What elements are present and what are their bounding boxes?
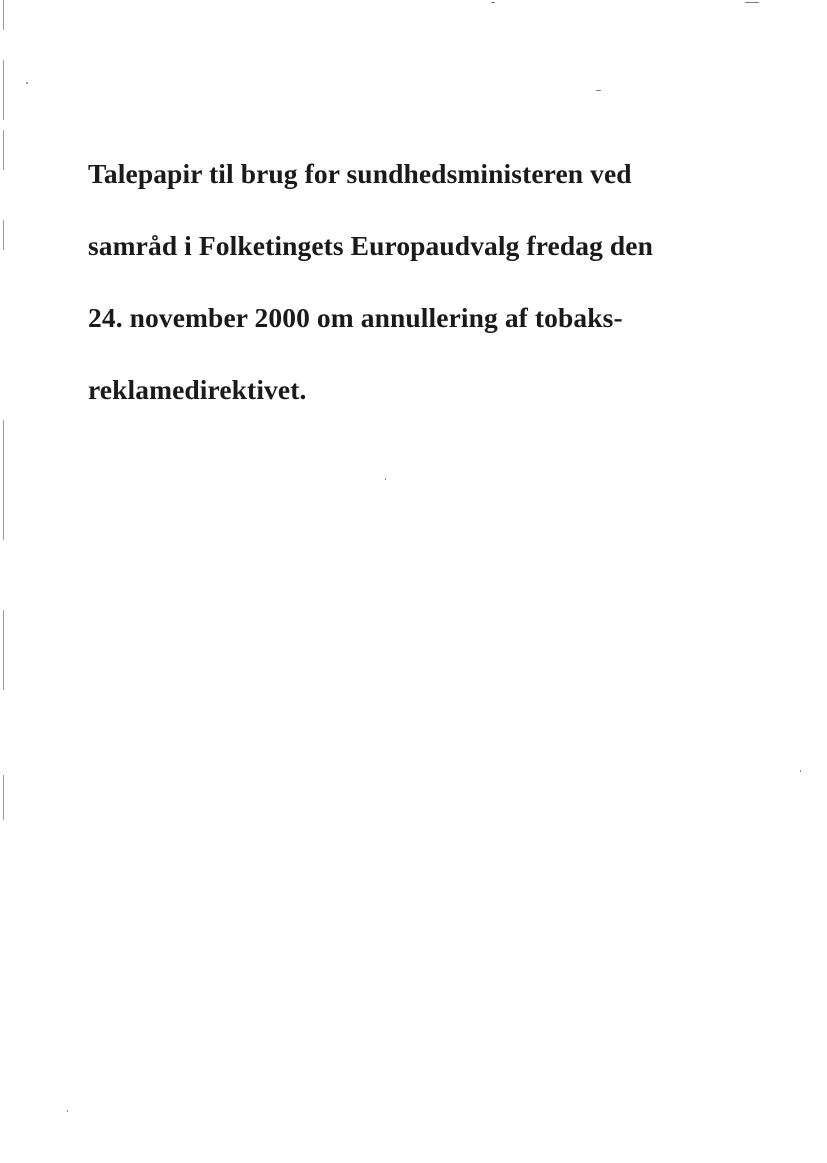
scan-edge-mark (3, 60, 4, 120)
scan-speck (67, 1110, 68, 1112)
scan-edge-mark (3, 420, 4, 540)
scan-speck (745, 2, 759, 3)
scan-edge-mark (3, 775, 4, 820)
title-line-2: samråd i Folketingets Europaudvalg fredag den (88, 230, 654, 261)
scan-speck (385, 478, 386, 480)
scan-speck (491, 2, 495, 3)
title-line-3: 24. november 2000 om annullering af tobaks- (88, 302, 623, 333)
title-line-1: Talepapir til brug for sundhedsministeren ved (88, 158, 632, 189)
scan-speck (800, 770, 801, 772)
scan-edge-mark (3, 610, 4, 690)
scan-edge-mark (3, 130, 4, 170)
document-title (88, 138, 748, 426)
scan-speck (596, 90, 601, 91)
title-line-4: reklamedirektivet. (88, 374, 307, 405)
scan-speck (26, 82, 28, 84)
scan-edge-mark (3, 0, 4, 30)
scan-edge-mark (3, 220, 4, 250)
